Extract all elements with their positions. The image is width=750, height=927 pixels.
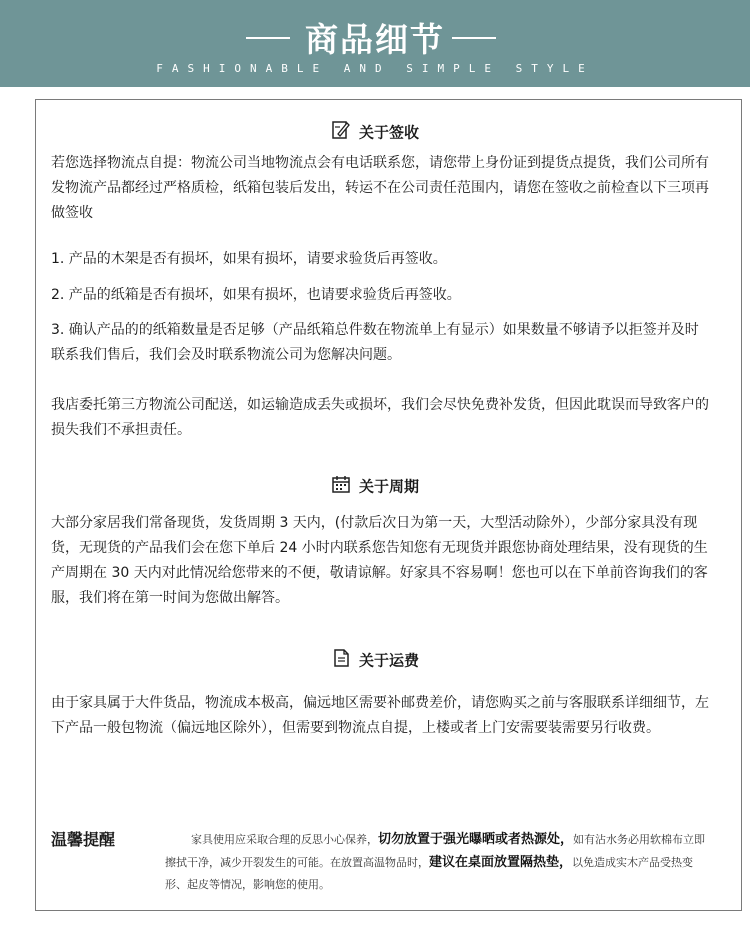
signing-item-3: 3. 确认产品的的纸箱数量是否足够（产品纸箱总件数在物流单上有显示）如果数量不够请予以拒签并及时联系我们售后，我们会及时联系物流公司为您解决问题。 — [51, 322, 699, 363]
signing-item-1: 1. 产品的木架是否有损坏，如果有损坏，请要求验货后再签收。 — [51, 251, 447, 267]
section-title-cycle — [0, 474, 750, 498]
header-right-line — [452, 37, 496, 39]
warm-tip-text-3: 以免造成实木产品受热变形、起皮等情况，影响您的使用。 — [165, 855, 694, 891]
section-title-text: 关于周期 — [358, 477, 419, 496]
warm-tip-label: 温馨提醒 — [51, 830, 116, 849]
page-title: 商品细节 — [305, 20, 445, 59]
cycle-paragraph: 大部分家居我们常备现货，发货周期 3 天内，(付款后次日为第一天，大型活动除外），少部分家具没有现货，无现货的产品我们会在您下单后 24 小时内联系您告知您有无现货并跟您协商处理结果，没有现货的生产周期在 30 天内对此情况给您带来的不便，敬请谅解。好家具不容易啊！您也可以在下单前咨询我们的客服，我们将在第一时间为您做出解答。 — [51, 515, 708, 606]
signing-item-2: 2. 产品的纸箱是否有损坏，如果有损坏，也请要求验货后再签收。 — [51, 287, 461, 303]
signature-icon — [331, 120, 351, 144]
section-title-text: 关于运费 — [358, 651, 419, 670]
section-title-text: 关于签收 — [358, 123, 419, 142]
document-icon — [331, 648, 351, 672]
section-title-signing — [0, 120, 750, 144]
warm-tip-text — [165, 829, 705, 897]
warm-tip-text-1: 家具使用应采取合理的反思小心保养， — [191, 833, 378, 846]
section-title-shipping — [0, 648, 750, 672]
shipping-paragraph: 由于家具属于大件货品，物流成本极高，偏远地区需要补邮费差价，请您购买之前与客服联系详细细节，左下产品一般包物流（偏远地区除外），但需要到物流点自提，上楼或者上门安需要装需要另行收费。 — [51, 695, 709, 736]
header-banner — [0, 0, 750, 87]
warm-tip-bold-1: 切勿放置于强光曝晒或者热源处， — [378, 832, 574, 847]
page-subtitle: FASHIONABLE AND SIMPLE STYLE — [156, 62, 594, 75]
calendar-icon — [331, 474, 351, 498]
signing-intro: 若您选择物流点自提：物流公司当地物流点会有电话联系您，请您带上身份证到提货点提货，我们公司所有发物流产品都经过严格质检，纸箱包装后发出，转运不在公司责任范围内，请您在签收之前检查以下三项再做签收 — [51, 155, 709, 221]
warm-tip-text-2: 如有沾水务必用软棉布立即擦拭干净，减少开裂发生的可能。在放置高温物品时， — [165, 833, 706, 869]
signing-liability: 我店委托第三方物流公司配送，如运输造成丢失或损坏，我们会尽快免费补发货，但因此耽误而导致客户的损失我们不承担责任。 — [51, 397, 709, 438]
warm-tip-bold-2: 建议在桌面放置隔热垫， — [429, 854, 573, 870]
